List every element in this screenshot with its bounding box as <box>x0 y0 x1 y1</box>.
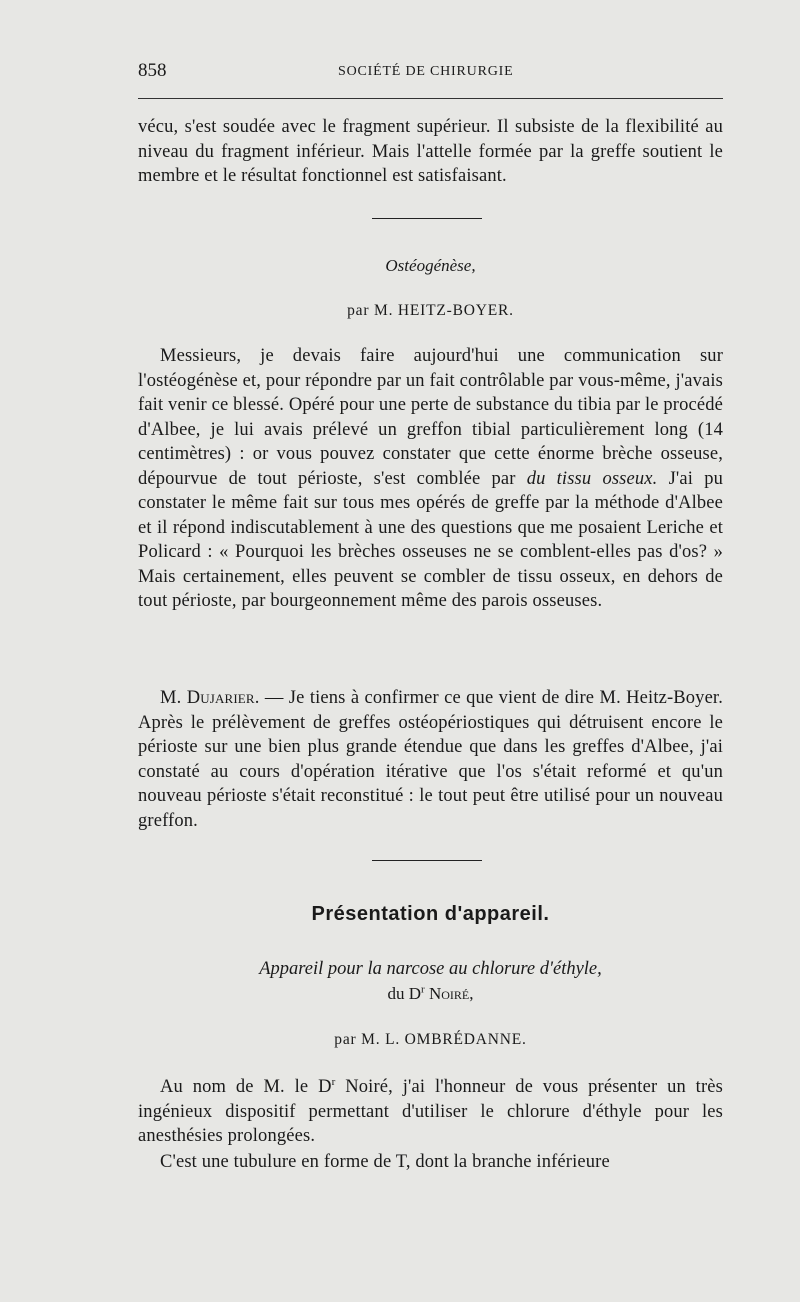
osteogenese-title: Ostéogénèse, <box>385 256 476 275</box>
page-number: 858 <box>138 60 167 81</box>
body-text: J'ai pu constater le même fait sur tous mes opérés de greffe par la méthode d'Albee et il répond indiscutablement à une des questions que me posaient Leriche et Policard : « Pourquoi les brèches osseuses ne se comblent-elles pas d'os? » Mais certainement, elles peuvent se combler de tissu osseux, en dehors de tout périoste, par bourgeonnement même des parois osseuses. <box>138 468 723 611</box>
presentation-byline: par M. L. OMBRÉDANNE. <box>334 1031 527 1048</box>
presentation-title: Appareil pour la narcose au chlorure d'éthyle, <box>259 959 602 979</box>
osteogenese-body <box>138 344 723 614</box>
section-divider <box>372 218 482 219</box>
presentation-title-author <box>138 984 723 1004</box>
presentation-paragraph-1 <box>138 1075 723 1149</box>
header-rule <box>138 98 723 99</box>
continuation-paragraph: vécu, s'est soudée avec le fragment supérieur. Il subsiste de la flexibilité au niveau du fragment inférieur. Mais l'attelle formée par la greffe soutient le membre et le résultat fonctionnel est satisfaisant. <box>138 117 723 186</box>
body-emphasis: du tissu osseux. <box>526 468 658 489</box>
doctor-abbrev: du D <box>387 984 422 1003</box>
dujarier-text: . — Je tiens à confirmer ce que vient de dire M. Heitz-Boyer. Après le prélèvement de greffes ostéopériostiques qui détruisent encore le périoste sur une bien plus grande étendue que dans les greffes d'Albee, j'ai constaté au cours d'opération itérative que l'os s'était reformé et qu'un nouveau périoste s'était reconstitué : le tout peut être utilisé pour un nouveau greffon. <box>138 688 723 831</box>
para-text: Noiré, j'ai l'honneur de vous présenter un très ingénieux dispositif permettant d'utiliser le chlorure d'éthyle pour les anesthésies prolongées. <box>138 1077 723 1146</box>
body-text: Messieurs, je devais faire aujourd'hui une communication sur l'ostéogénèse et, pour répondre par un fait contrôlable par vous-même, j'avais fait venir ce blessé. Opéré pour une perte de substance du tibia par le procédé d'Albee, je lui avais prélevé un greffon tibial particulièrement long (14 centimètres) : or vous pouvez constater que cette énorme brèche osseuse, dépourvue de tout périoste, s'est comblée par <box>138 346 723 489</box>
presentation-paragraph-2: C'est une tubulure en forme de T, dont la branche inférieure <box>160 1152 610 1172</box>
running-head: SOCIÉTÉ DE CHIRURGIE <box>338 64 514 79</box>
doctor-abbrev-sup: r <box>331 1075 336 1088</box>
section-divider <box>372 860 482 861</box>
speaker-prefix: M. <box>160 688 187 708</box>
section-title: Présentation d'appareil. <box>311 903 550 925</box>
osteogenese-byline: par M. HEITZ-BOYER. <box>347 302 514 319</box>
author-name: Noiré, <box>428 984 474 1003</box>
page-header <box>138 60 723 84</box>
doctor-abbrev-sup: r <box>421 983 425 996</box>
dujarier-paragraph <box>138 686 723 833</box>
para-text: Au nom de M. le D <box>160 1077 332 1097</box>
speaker-name: Dujarier <box>186 688 255 708</box>
